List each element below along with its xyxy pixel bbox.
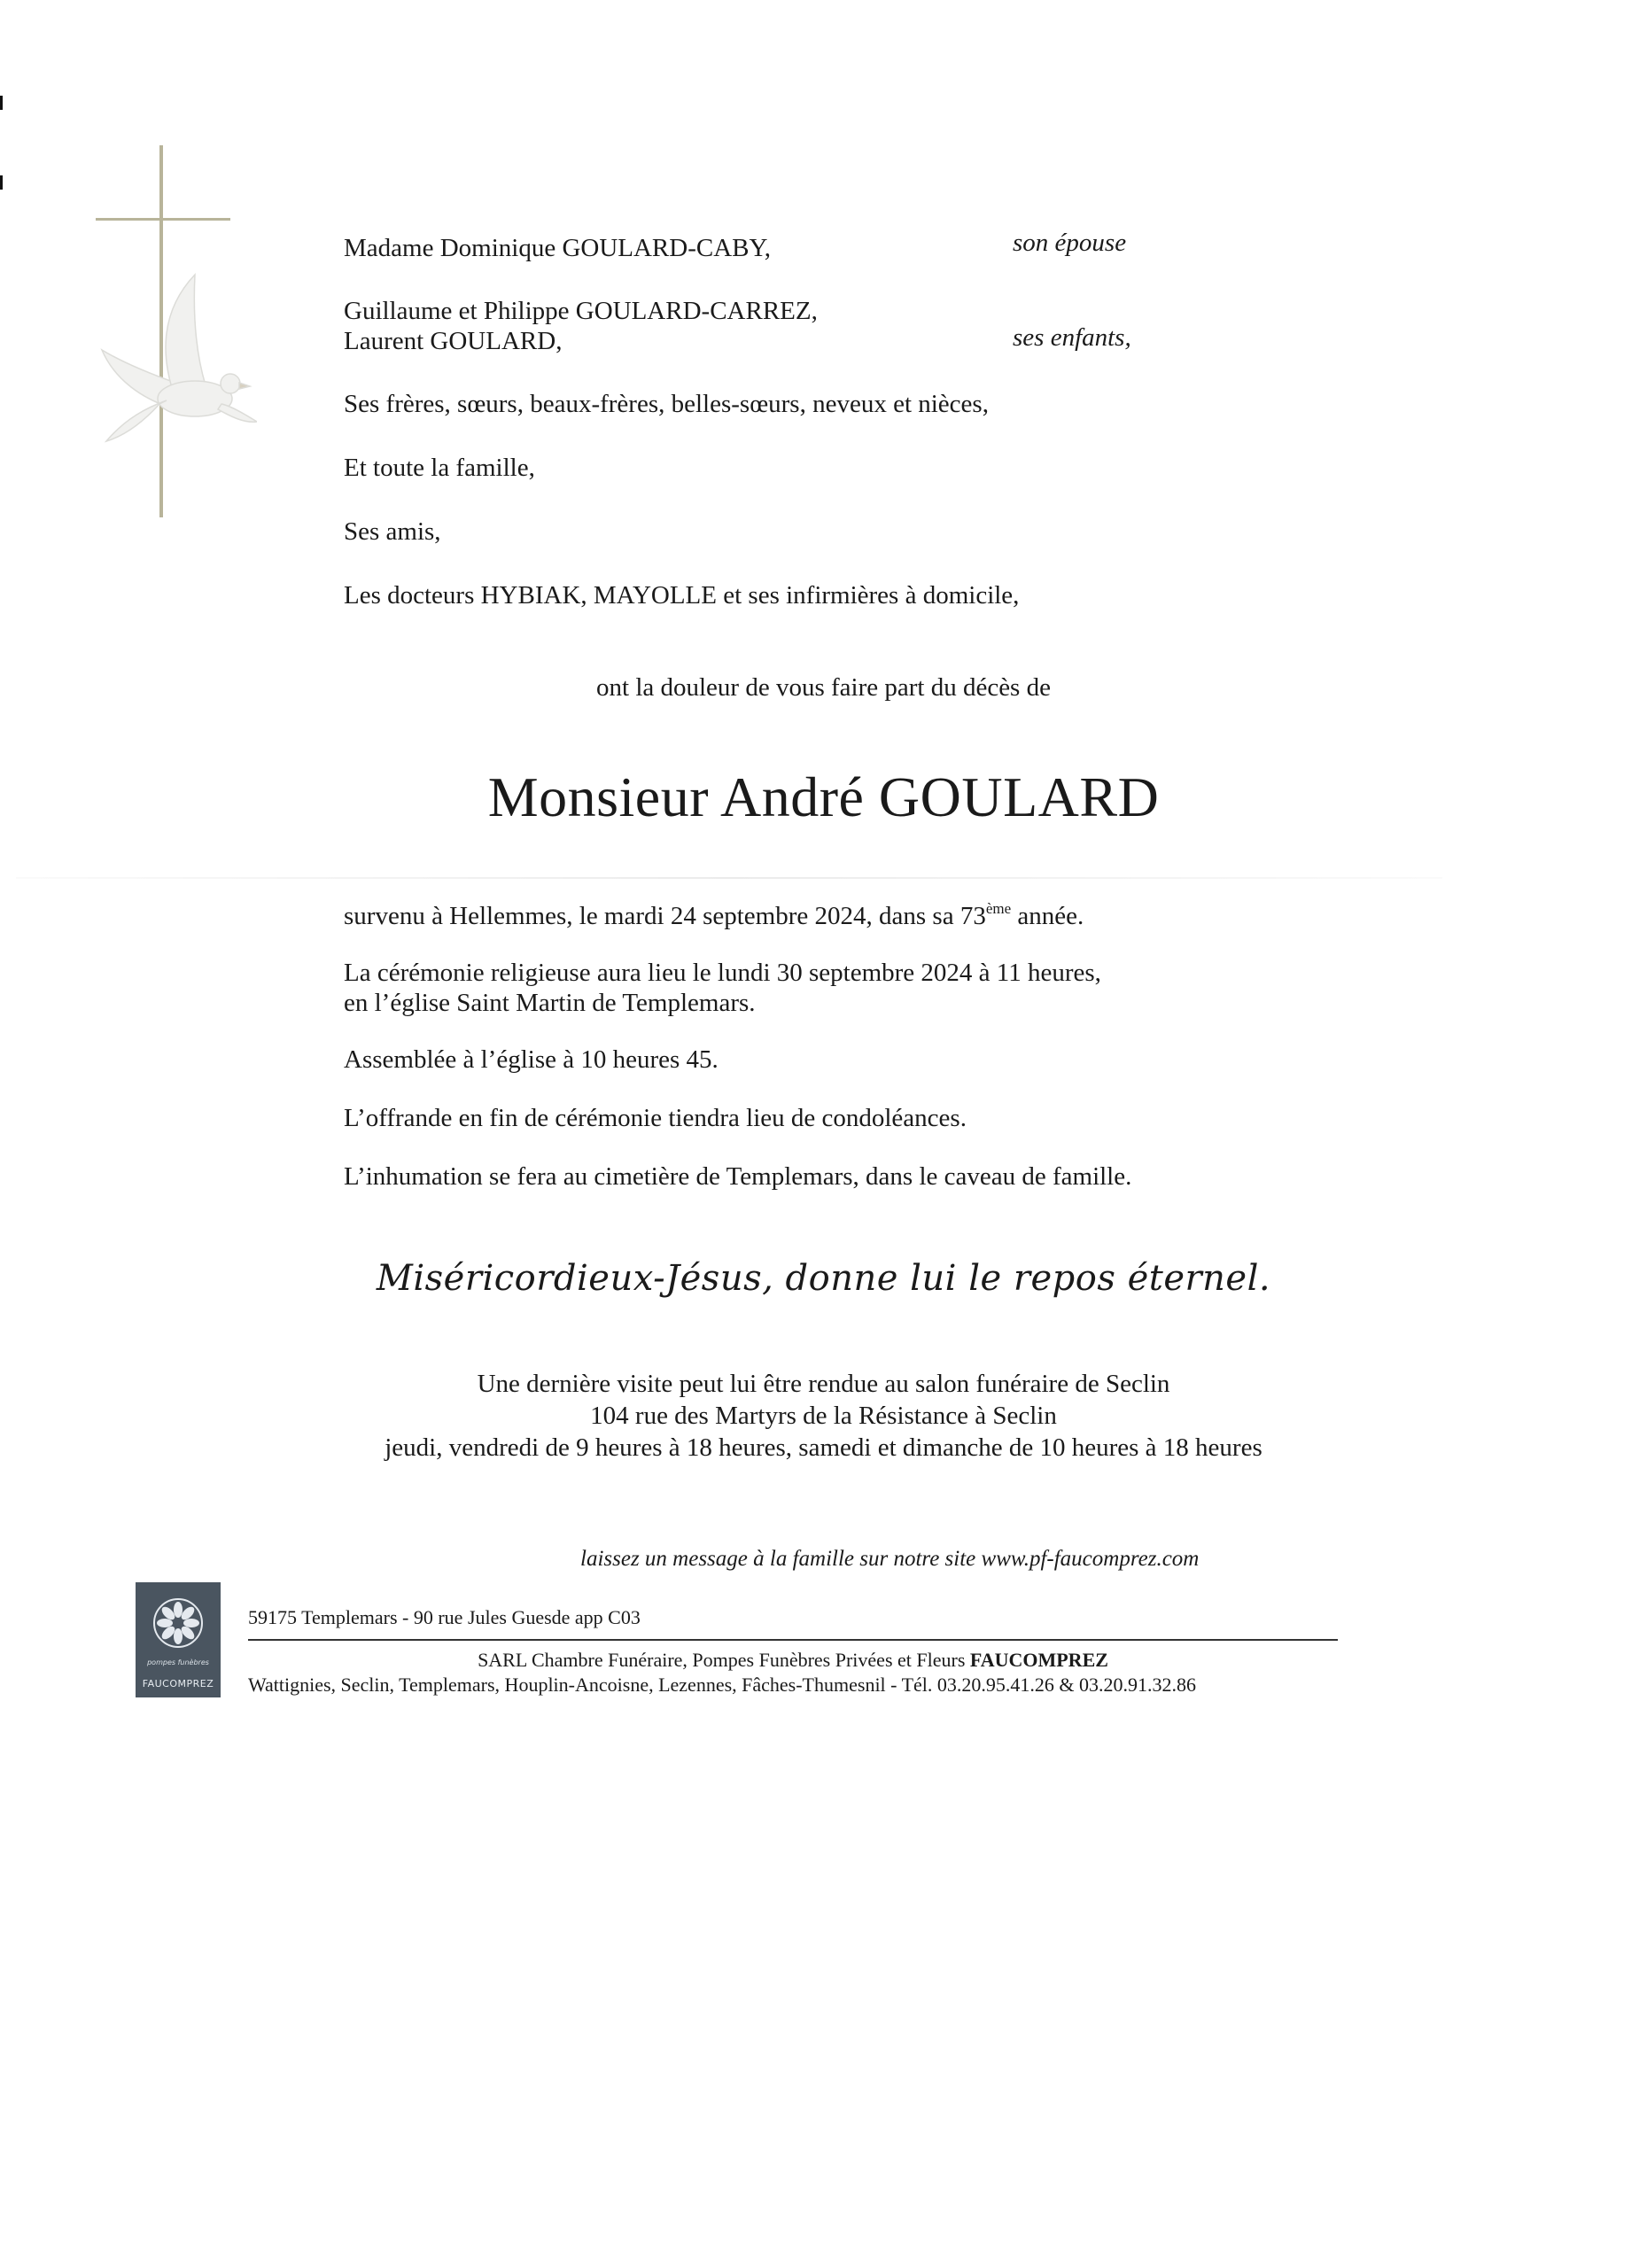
footer-divider xyxy=(248,1639,1338,1641)
death-notice-suffix: année. xyxy=(1011,902,1084,930)
company-name: FAUCOMPREZ xyxy=(969,1649,1108,1671)
burial-line: L’inhumation se fera au cimetière de Templemars, dans le caveau de famille. xyxy=(344,1162,1132,1191)
scan-edge-mark-bottom xyxy=(0,175,3,190)
death-notice-sup: ème xyxy=(985,900,1012,917)
children-line-1: Guillaume et Philippe GOULARD-CARREZ, xyxy=(344,297,818,325)
cross-dove-icon xyxy=(62,142,257,532)
friends-line: Ses amis, xyxy=(344,517,441,546)
visit-line-1: Une dernière visite peut lui être rendue au salon funéraire de Seclin xyxy=(477,1370,1170,1398)
whole-family-line: Et toute la famille, xyxy=(344,454,535,482)
spouse-role: son épouse xyxy=(1013,229,1127,257)
children-line-2: Laurent GOULARD, xyxy=(344,327,563,355)
company-locations: Wattignies, Seclin, Templemars, Houplin-Ancoisne, Lezennes, Fâches-Thumesnil - Tél. 03.20.95.41.26 & 03.20.91.32.86 xyxy=(248,1674,1197,1696)
company-address: 59175 Templemars - 90 rue Jules Guesde app C03 xyxy=(248,1606,641,1628)
ceremony-line-1: La cérémonie religieuse aura lieu le lundi 30 septembre 2024 à 11 heures, xyxy=(344,959,1101,987)
website-message: laissez un message à la famille sur notre site www.pf-faucomprez.com xyxy=(580,1547,1200,1571)
spouse-name: Madame Dominique GOULARD-CABY, xyxy=(344,234,771,262)
visit-line-3: jeudi, vendredi de 9 heures à 18 heures, samedi et dimanche de 10 heures à 18 heures xyxy=(385,1433,1262,1462)
visit-line-2: 104 rue des Martyrs de la Résistance à Seclin xyxy=(590,1402,1057,1430)
siblings-line: Ses frères, sœurs, beaux-frères, belles-sœurs, neveux et nièces, xyxy=(344,390,989,418)
flower-logo-icon xyxy=(151,1596,205,1650)
ceremony-line-2: en l’église Saint Martin de Templemars. xyxy=(344,989,756,1017)
death-notice xyxy=(344,900,1084,932)
prayer-verse: Miséricordieux-Jésus, donne lui le repos éternel. xyxy=(376,1258,1271,1299)
announcement-intro: ont la douleur de vous faire part du décès de xyxy=(596,673,1051,702)
company-prefix: SARL Chambre Funéraire, Pompes Funèbres Privées et Fleurs xyxy=(478,1649,970,1671)
scan-edge-mark-top xyxy=(0,96,3,110)
offering-line: L’offrande en fin de cérémonie tiendra lieu de condoléances. xyxy=(344,1104,967,1132)
assembly-line: Assemblée à l’église à 10 heures 45. xyxy=(344,1045,719,1074)
logo-name: FAUCOMPREZ xyxy=(142,1678,214,1689)
faucomprez-logo xyxy=(136,1582,221,1697)
fold-line xyxy=(16,877,1442,879)
doctors-line: Les docteurs HYBIAK, MAYOLLE et ses infirmières à domicile, xyxy=(344,581,1020,610)
deceased-name: Monsieur André GOULARD xyxy=(487,765,1160,828)
logo-subtitle: pompes funèbres xyxy=(147,1658,209,1666)
children-role: ses enfants, xyxy=(1013,323,1131,352)
death-notice-prefix: survenu à Hellemmes, le mardi 24 septembre 2024, dans sa 73 xyxy=(344,902,986,930)
company-line xyxy=(248,1648,1338,1673)
